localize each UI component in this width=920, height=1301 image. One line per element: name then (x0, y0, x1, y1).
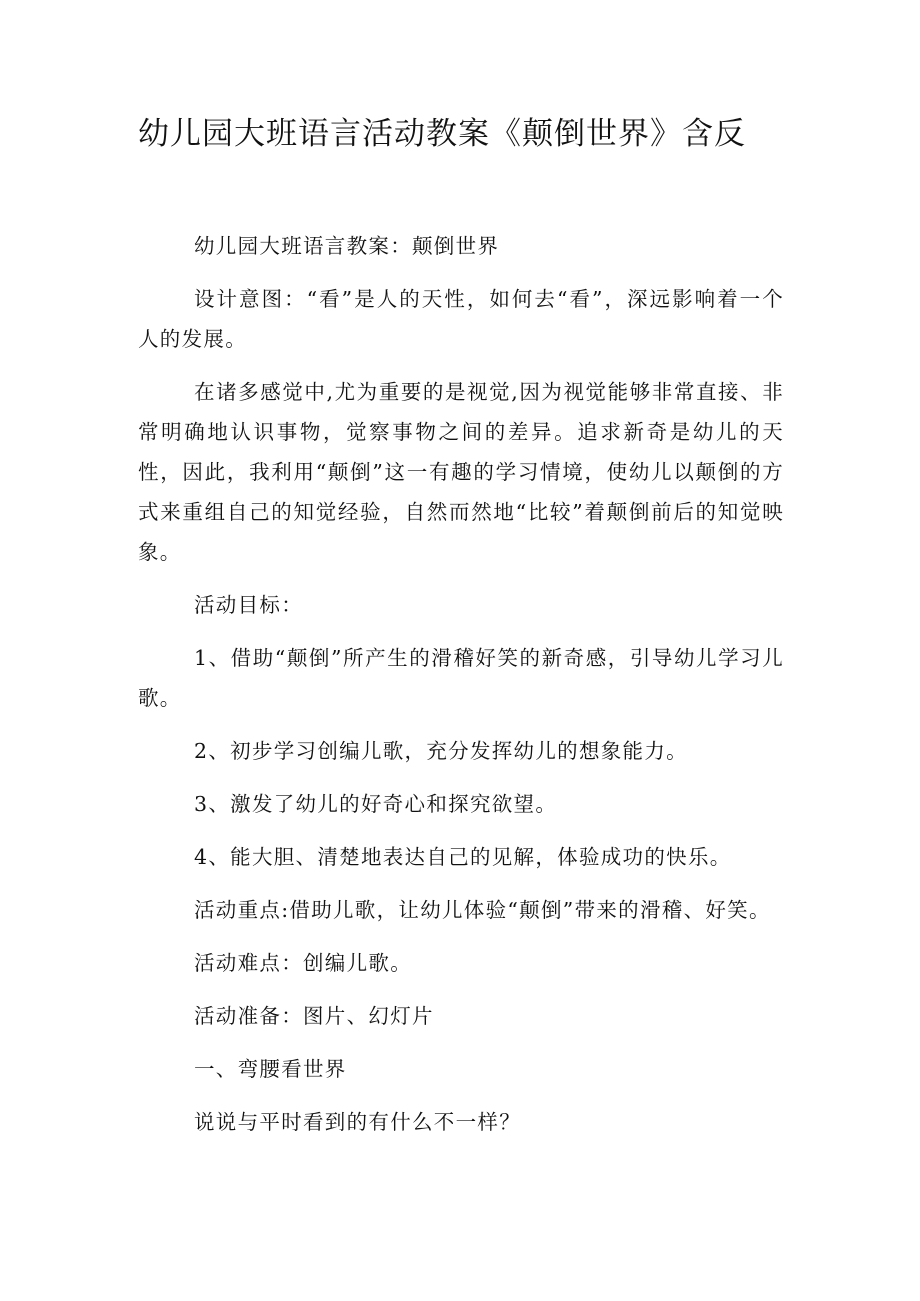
paragraph-preparation: 活动准备：图片、幻灯片 (194, 1004, 434, 1028)
document-title: 幼儿园大班语言活动教案《颠倒世界》含反 (138, 116, 746, 152)
paragraph-goal-2: 2、初步学习创编儿歌，充分发挥幼儿的想象能力。 (194, 739, 688, 763)
paragraph-goal-3: 3、激发了幼儿的好奇心和探究欲望。 (194, 792, 558, 816)
paragraph-question: 说说与平时看到的有什么不一样？ (194, 1110, 521, 1134)
paragraph-goal-1: 1、借助“颠倒”所产生的滑稽好笑的新奇感，引导幼儿学习儿歌。 (138, 646, 784, 710)
paragraph-difficulty: 活动难点：创编儿歌。 (194, 951, 412, 975)
paragraph-subtitle: 幼儿园大班语言教案：颠倒世界 (194, 234, 500, 258)
paragraph-design-intent: 设计意图：“看”是人的天性，如何去“看”，深远影响着一个人的发展。 (138, 287, 784, 351)
document-body (138, 226, 784, 1155)
paragraph-key-point: 活动重点:借助儿歌，让幼儿体验“颠倒”带来的滑稽、好笑。 (194, 898, 771, 922)
paragraph-section-1: 一、弯腰看世界 (194, 1057, 347, 1081)
paragraph-goals-heading: 活动目标： (194, 593, 303, 617)
paragraph-goal-4: 4、能大胆、清楚地表达自己的见解，体验成功的快乐。 (194, 845, 732, 869)
paragraph-rationale: 在诸多感觉中,尤为重要的是视觉,因为视觉能够非常直接、非常明确地认识事物，觉察事物之间的差异。追求新奇是幼儿的天性，因此，我利用“颠倒”这一有趣的学习情境，使幼儿以颠倒的方式来重组自己的知觉经验，自然而然地“比较”着颠倒前后的知觉映象。 (138, 380, 784, 564)
